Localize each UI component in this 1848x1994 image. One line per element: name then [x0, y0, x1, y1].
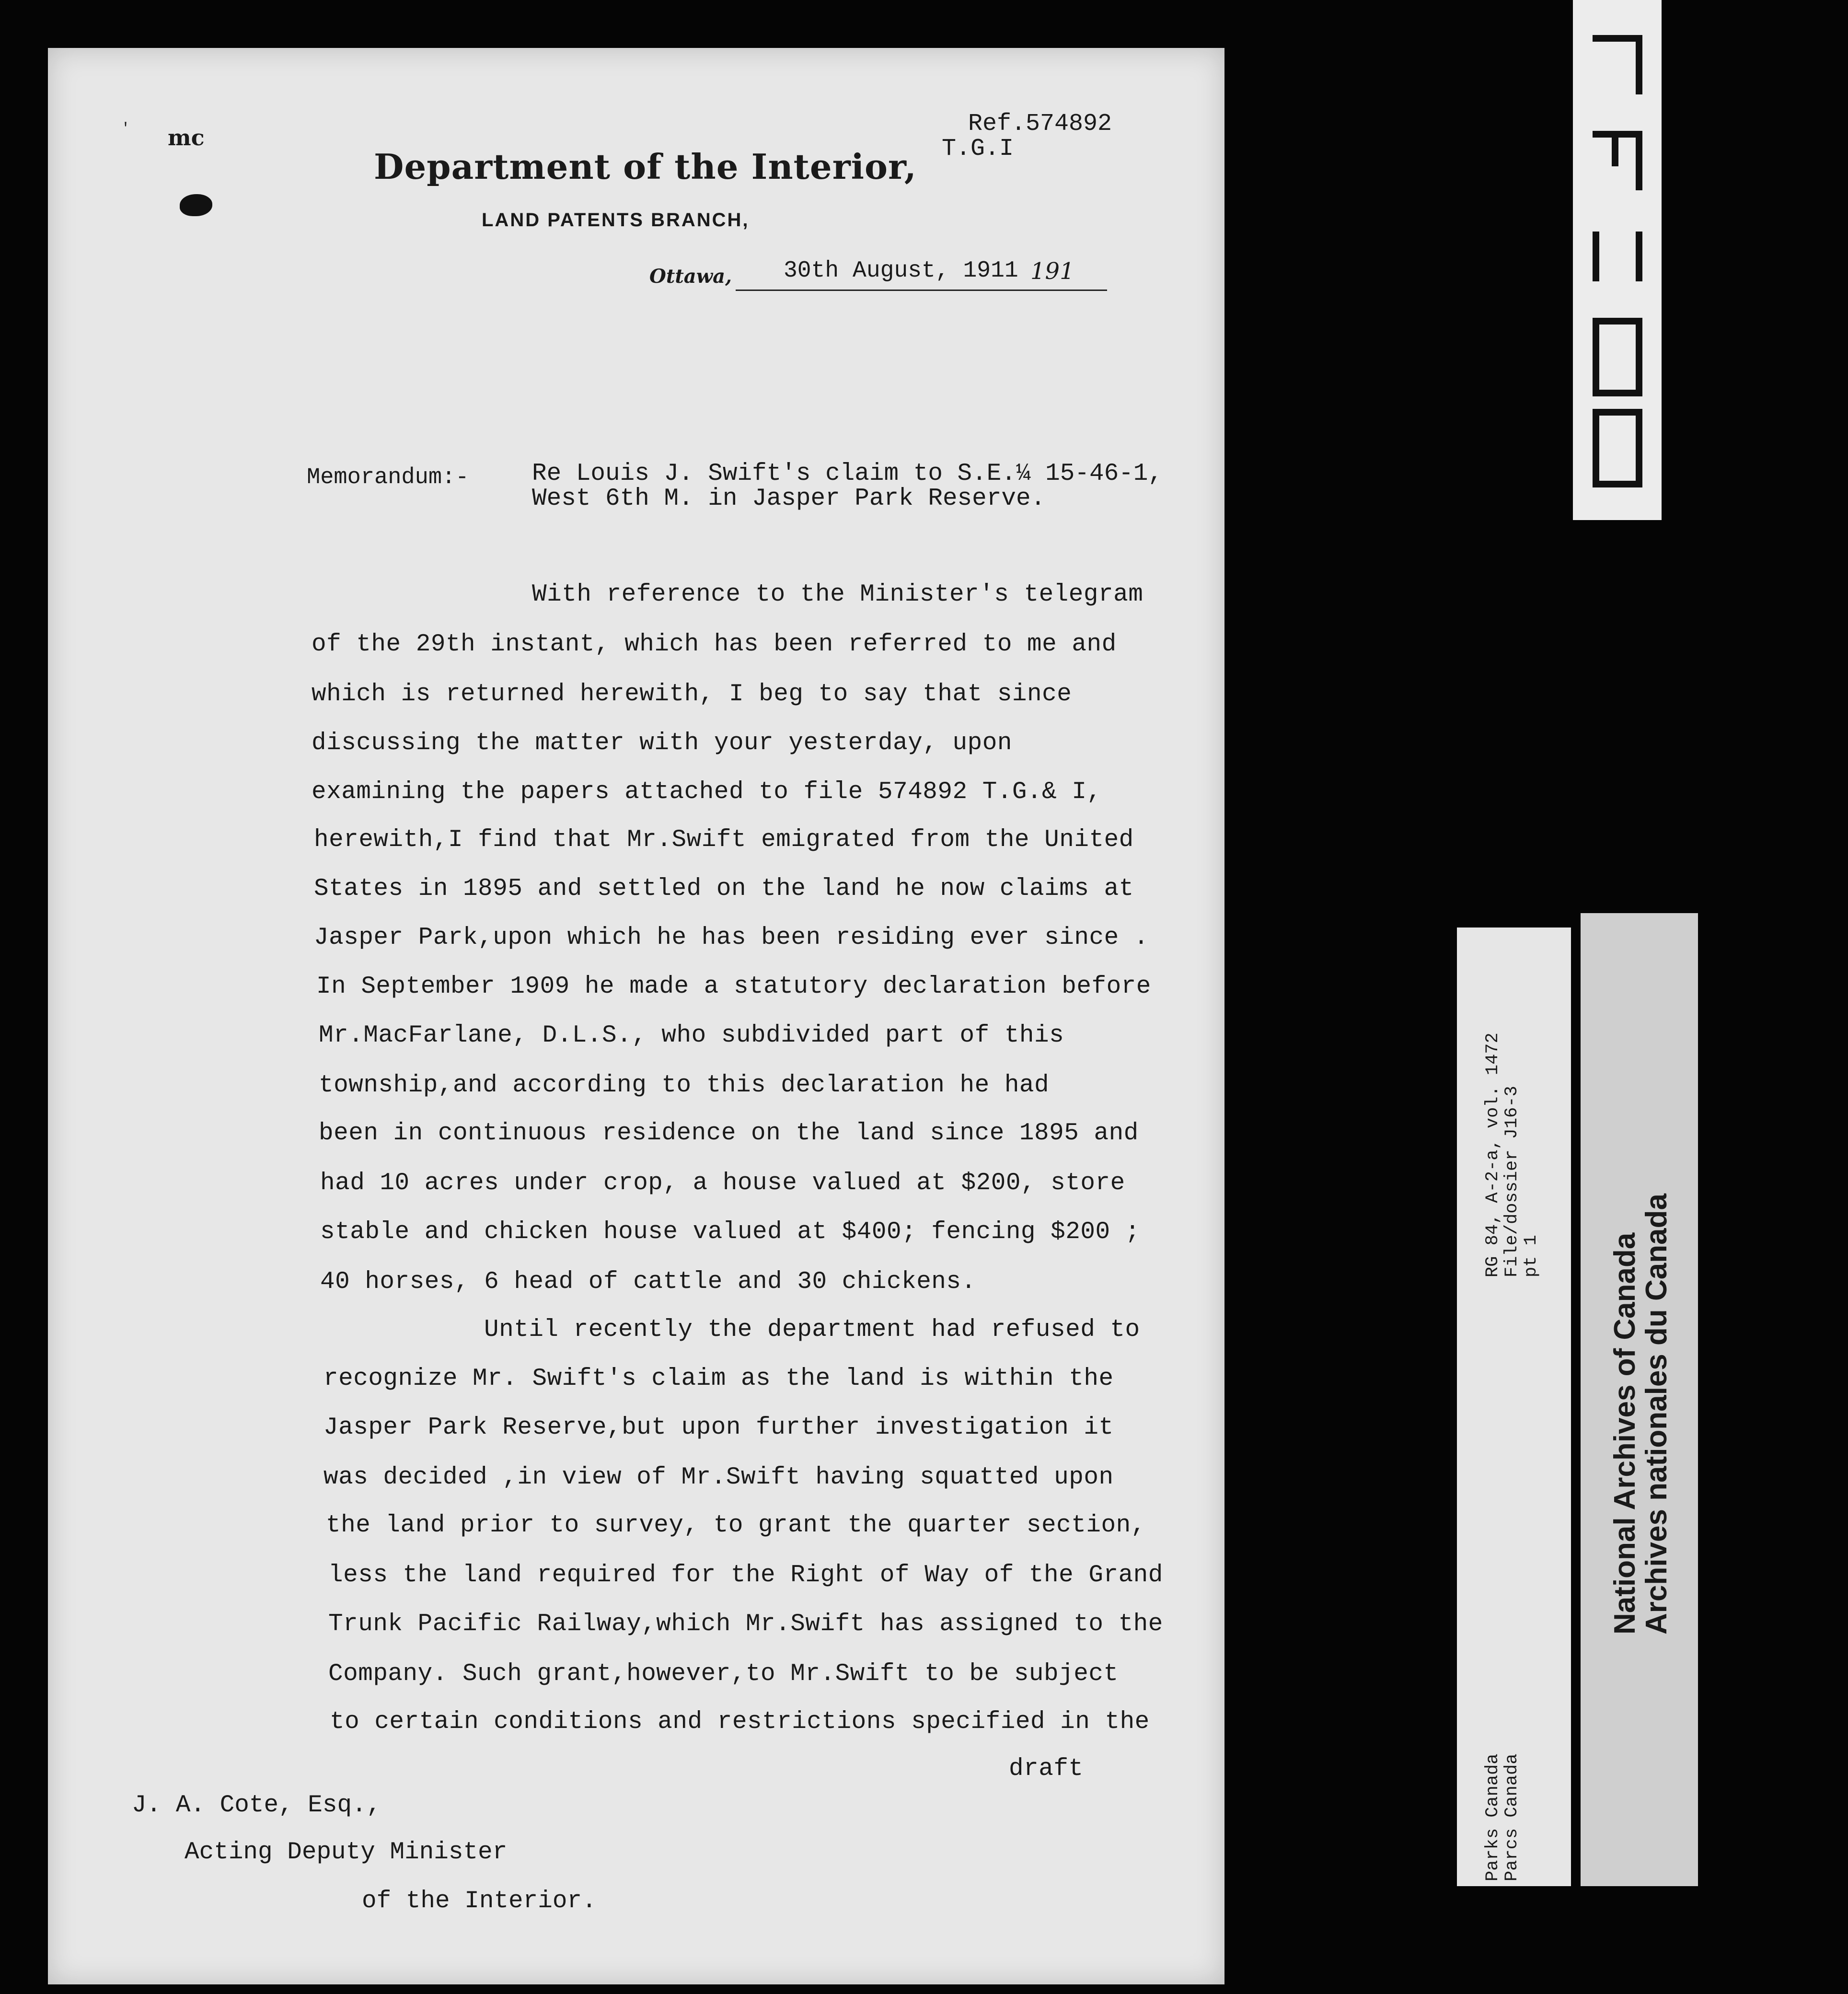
ink-blot-mark	[180, 194, 212, 216]
body-line: stable and chicken house valued at $400; fencing $200 ;	[320, 1218, 1140, 1246]
body-line: discussing the matter with your yesterday, upon	[312, 730, 1012, 757]
body-line: had 10 acres under crop, a house valued at $200, store	[320, 1170, 1125, 1197]
body-line: less the land required for the Right of Way of the Grand	[328, 1562, 1163, 1589]
memo-label: Memorandum:-	[307, 465, 469, 490]
body-line: township,and according to this declaration he had	[319, 1072, 1050, 1099]
body-line: Mr.MacFarlane, D.L.S., who subdivided part of this	[319, 1022, 1064, 1049]
branch-name: LAND PATENTS BRANCH,	[482, 209, 750, 231]
body-line: which is returned herewith, I beg to say that since	[312, 681, 1072, 708]
national-archives-card	[1581, 913, 1698, 1886]
body-line: States in 1895 and settled on the land he now claims at	[314, 875, 1134, 903]
parks-line-2: Parcs Canada	[1502, 1753, 1522, 1881]
body-line: draft	[1009, 1755, 1084, 1783]
body-line: With reference to the Minister's telegram	[532, 581, 1143, 608]
letter-date: 30th August, 1911	[784, 258, 1018, 284]
frame-number	[1582, 10, 1656, 508]
body-line: Jasper Park Reserve,but upon further investigation it	[323, 1414, 1114, 1441]
date-underline	[736, 290, 1107, 291]
body-line: of the 29th instant, which has been referred to me and	[312, 631, 1117, 658]
body-line: to certain conditions and restrictions specified in the	[330, 1708, 1150, 1736]
date-suffix: 191	[1030, 258, 1074, 285]
archive-reference-card	[1457, 927, 1571, 1886]
parks-line-1: Parks Canada	[1483, 1753, 1503, 1881]
national-archives-label	[1609, 1194, 1673, 1635]
body-line: been in continuous residence on the land since 1895 and	[319, 1120, 1139, 1147]
rg-reference	[1483, 1032, 1541, 1277]
body-line: Company. Such grant,however,to Mr.Swift to be subject	[328, 1660, 1119, 1688]
body-line: 40 horses, 6 head of cattle and 30 chickens.	[320, 1268, 976, 1296]
memo-subject-line-1: Re Louis J. Swift's claim to S.E.¼ 15-46-1,	[532, 460, 1163, 487]
parks-canada-label	[1483, 1754, 1522, 1881]
addressee-name: J. A. Cote, Esq.,	[132, 1792, 381, 1819]
department-title: Department of the Interior,	[374, 146, 917, 187]
body-line: was decided ,in view of Mr.Swift having squatted upon	[323, 1464, 1114, 1491]
body-line: the land prior to survey, to grant the quarter section,	[326, 1512, 1146, 1539]
document-page	[48, 48, 1224, 1984]
place-name: Ottawa,	[649, 265, 732, 288]
reference-number: Ref.574892	[968, 110, 1112, 138]
body-line: recognize Mr. Swift's claim as the land is within the	[323, 1365, 1114, 1392]
addressee-department: of the Interior.	[362, 1888, 597, 1915]
body-line: Trunk Pacific Railway,which Mr.Swift has assigned to the	[328, 1611, 1163, 1638]
pencil-mark: ʹ	[121, 121, 130, 137]
memo-subject-line-2: West 6th M. in Jasper Park Reserve.	[532, 485, 1046, 512]
rg-line-3: pt 1	[1521, 1235, 1541, 1277]
rg-line-2: File/dossier J16-3	[1502, 1086, 1522, 1277]
initials: mc	[168, 125, 205, 151]
body-line: herewith,I find that Mr.Swift emigrated from the United	[314, 826, 1134, 854]
addressee-title: Acting Deputy Minister	[185, 1839, 508, 1866]
body-line: examining the papers attached to file 574892 T.G.& I,	[312, 778, 1102, 806]
reference-sub: T.G.I	[942, 135, 1014, 162]
body-line: Jasper Park,upon which he has been residing ever since .	[314, 924, 1149, 951]
nac-line-2: Archives nationales du Canada	[1640, 1194, 1673, 1635]
nac-line-1: National Archives of Canada	[1608, 1232, 1641, 1635]
body-line: In September 1909 he made a statutory declaration before	[316, 973, 1151, 1000]
body-line: Until recently the department had refused to	[484, 1316, 1140, 1344]
rg-line-1: RG 84, A-2-a, vol. 1472	[1483, 1032, 1503, 1277]
